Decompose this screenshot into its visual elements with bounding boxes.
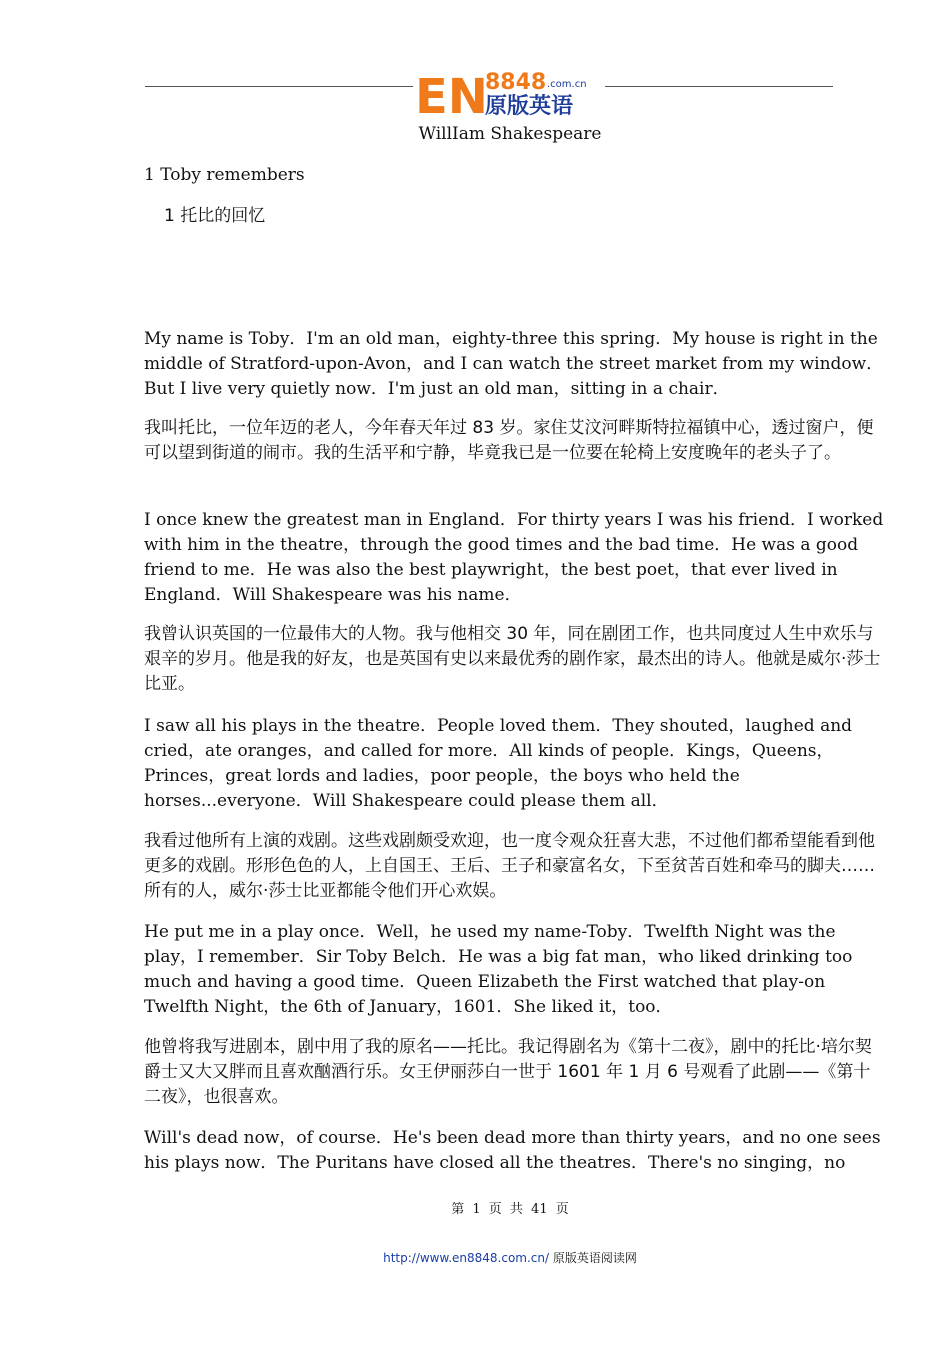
logo-number: 8848 bbox=[485, 70, 547, 95]
logo-domain: .com.cn bbox=[547, 79, 587, 90]
header-rule-left bbox=[145, 86, 413, 87]
paragraph-en-4: He put me in a play once．Well，he used my name-Toby．Twelfth Night was the play，I remember．Sir Toby Belch．He was a big fat man，who liked drinking too much and having a good time．Queen Elizabeth the First watched that play-on Twelfth Night，the 6th of January，1601．She liked it，too． bbox=[144, 922, 853, 1017]
paragraph-zh-3: 我看过他所有上演的戏剧。这些戏剧颇受欢迎，也一度令观众狂喜大悲，不过他们都希望能看到他更多的戏剧。形形色色的人，上自国王、王后、王子和豪富名女，下至贫苦百姓和牵马的脚夫……所有的人，威尔·莎士比亚都能令他们开心欢娱。 bbox=[144, 831, 875, 901]
paragraph-zh-2: 我曾认识英国的一位最伟大的人物。我与他相交 30 年，同在剧团工作，也共同度过人生中欢乐与艰辛的岁月。他是我的好友，也是英国有史以来最优秀的剧作家，最杰出的诗人。他就是威尔·莎士比亚。 bbox=[144, 624, 881, 694]
footer-link[interactable]: http://www.en8848.com.cn/ bbox=[383, 1251, 550, 1265]
logo-en-letters: EN bbox=[415, 69, 488, 119]
paragraph-en-3: I saw all his plays in the theatre．People loved them．They shouted，laughed and cried，ate oranges，and called for more．All kinds of people．Kings，Queens，Princes，great lords and ladies，poor people，the boys who held the horses...everyone．Will Shakespeare could please them all． bbox=[144, 716, 853, 811]
paragraph-en-5: Will's dead now，of course．He's been dead more than thirty years，and no one sees his plays now．The Puritans have closed all the theatres．There's no singing，no bbox=[144, 1128, 881, 1173]
page-number: 第 1 页 共 41 页 bbox=[451, 1202, 569, 1217]
paragraph-en-1: My name is Toby．I'm an old man，eighty-three this spring．My house is right in the middle of Stratford-upon-Avon，and I can watch the street market from my window．But I live very quietly now．I'm just an old man，sitting in a chair． bbox=[144, 329, 884, 399]
paragraph-en-2: I once knew the greatest man in England．For thirty years I was his friend．I worked with him in the theatre，through the good times and the bad time．He was a good friend to me．He was also the best playwright，the best poet，that ever lived in England．Will Shakespeare was his name． bbox=[144, 510, 884, 605]
footer-site-name: 原版英语阅读网 bbox=[552, 1251, 637, 1265]
footer-site bbox=[0, 1249, 950, 1266]
paragraph-zh-4: 他曾将我写进剧本，剧中用了我的原名——托比。我记得剧名为《第十二夜》，剧中的托比·培尔契爵士又大又胖而且喜欢酗酒行乐。女王伊丽莎白一世于 1601 年 1 月 6 号观看了此剧——《第十二夜》，也很喜欢。 bbox=[144, 1037, 872, 1107]
logo-cn-name: 原版英语 bbox=[485, 94, 574, 119]
chapter-title-en: 1 Toby remembers bbox=[144, 165, 305, 185]
paragraph-zh-1: 我叫托比，一位年迈的老人，今年春天年过 83 岁。家住艾汶河畔斯特拉福镇中心，透过窗户，便可以望到街道的闹市。我的生活平和宁静，毕竟我已是一位要在轮椅上安度晚年的老头子了。 bbox=[144, 418, 874, 463]
chapter-title-zh: 1 托比的回忆 bbox=[164, 206, 266, 226]
header-rule-right bbox=[605, 86, 833, 87]
document-title: WillIam Shakespeare bbox=[418, 124, 602, 144]
site-logo bbox=[413, 67, 605, 119]
